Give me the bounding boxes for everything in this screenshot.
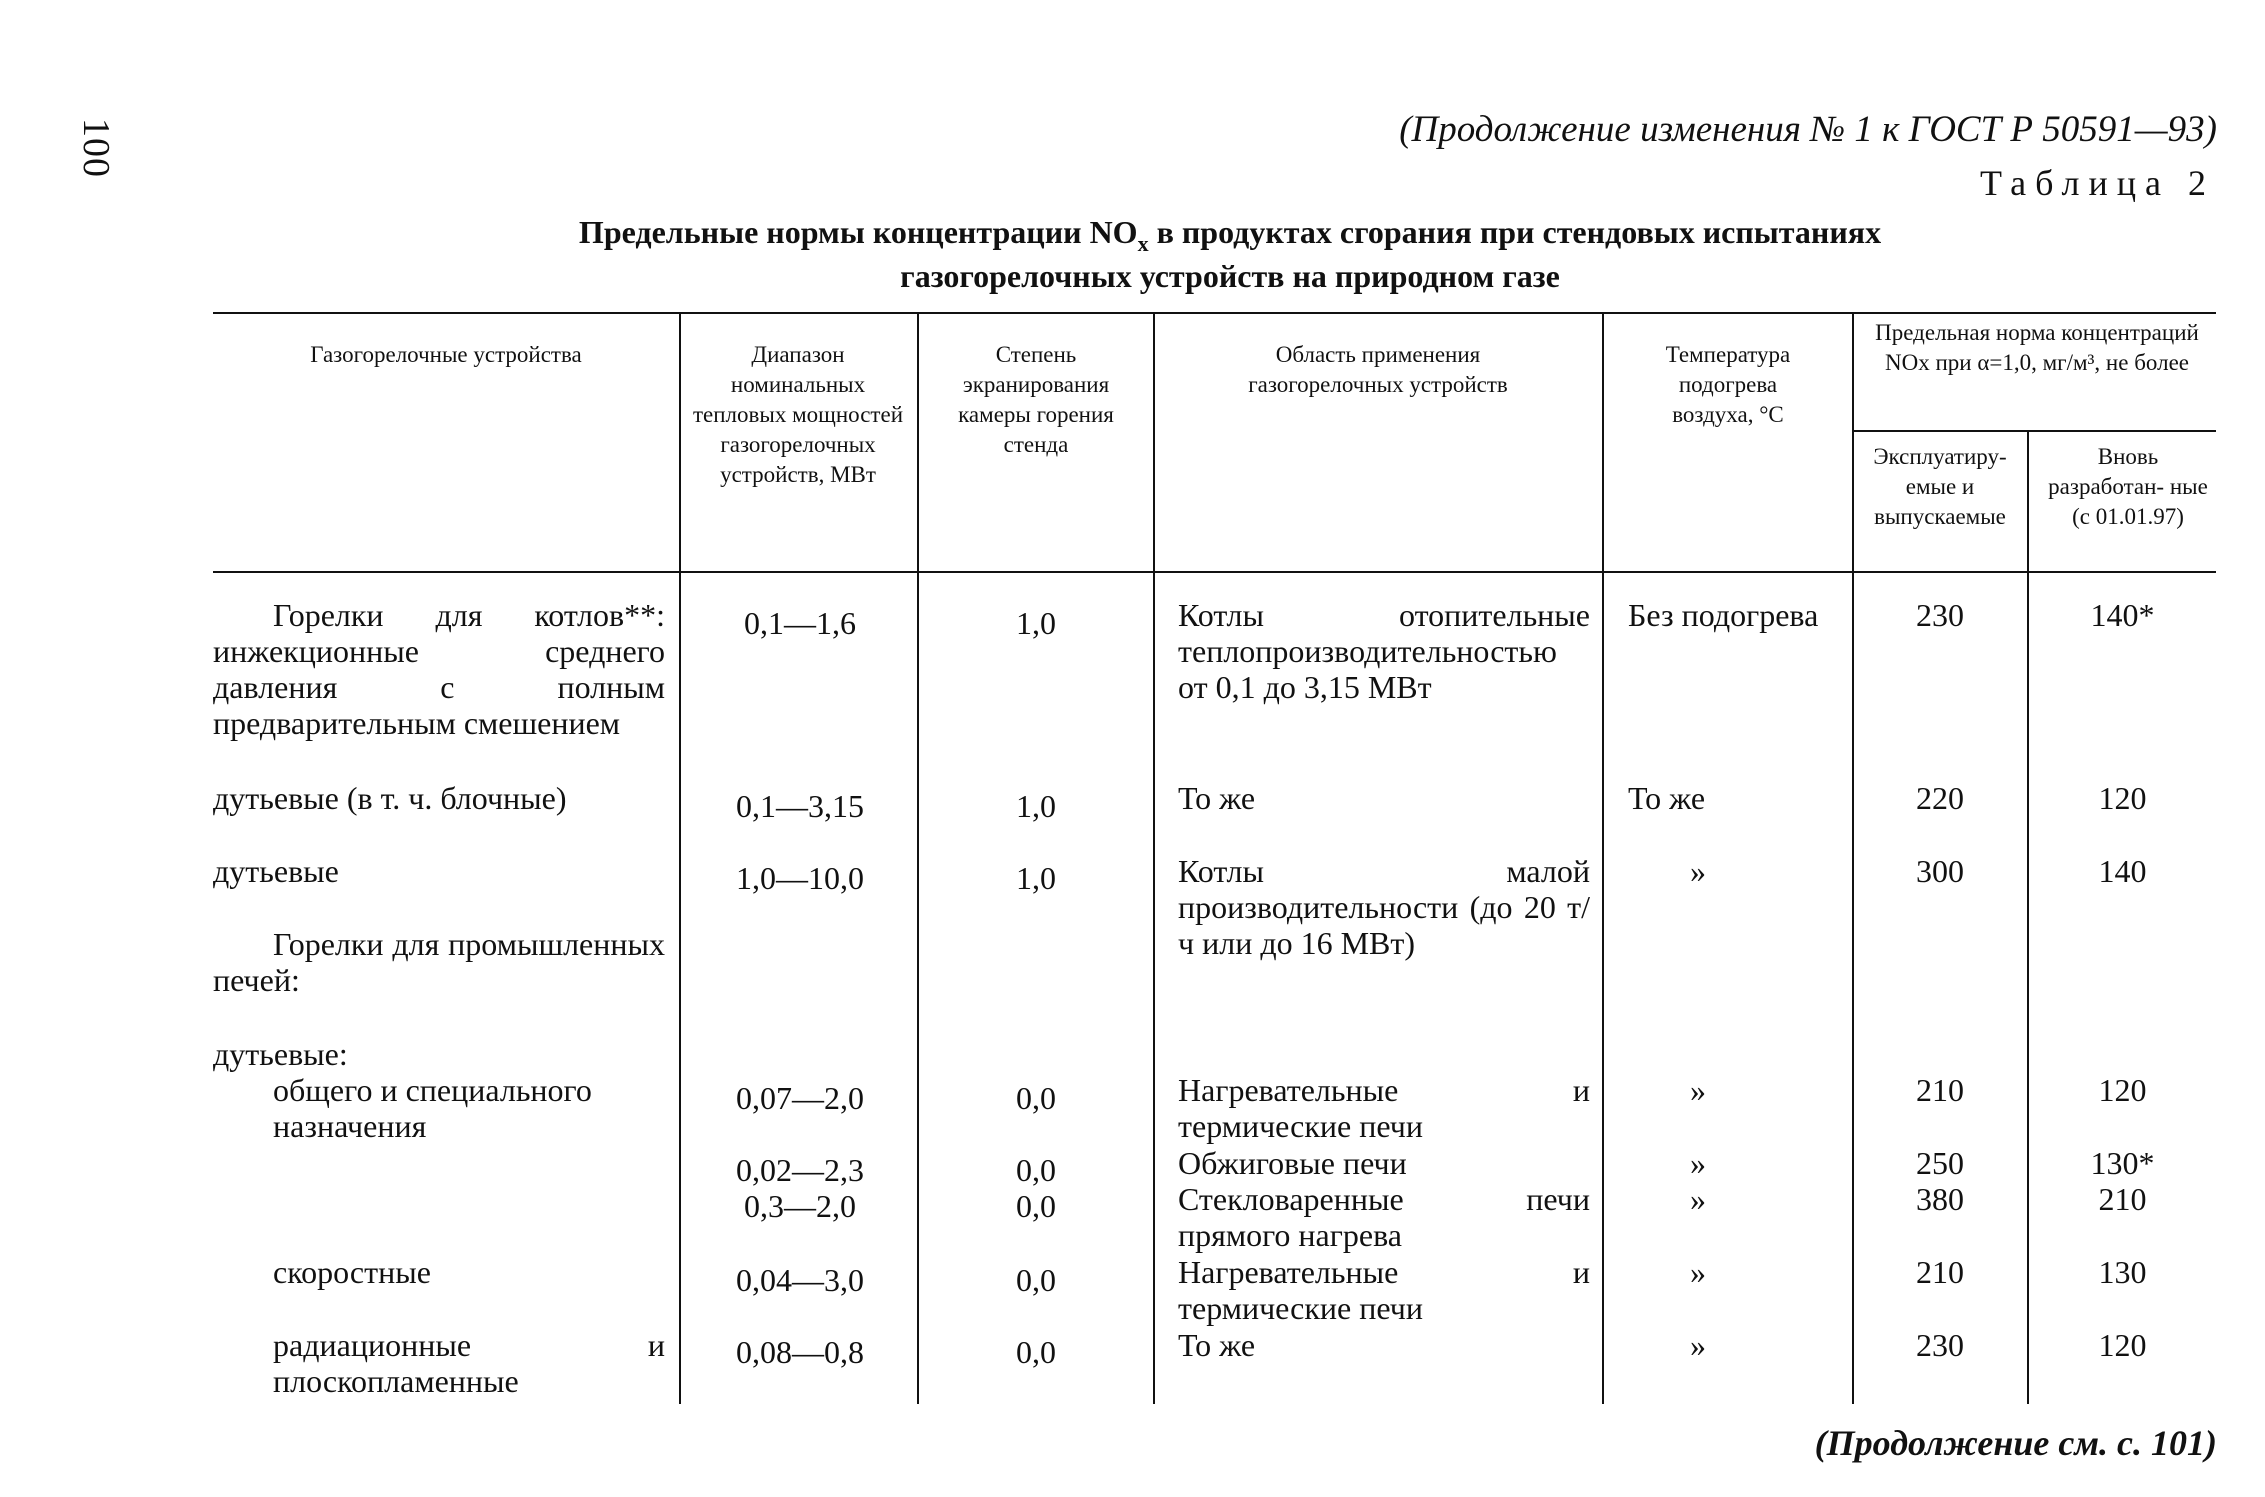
- header-device: Газогорелочные устройства: [310, 342, 582, 367]
- title-subscript: x: [1137, 231, 1149, 256]
- row-7-application: Обжиговые печи: [1178, 1145, 1407, 1181]
- row-8-new: 210: [2098, 1181, 2147, 1217]
- row-1-power: 0,1—1,6: [744, 605, 856, 641]
- row-3-application: Котлы малой производительности (до 20 т/ч или до 16 МВт): [1178, 853, 1590, 961]
- page-number: 100: [75, 118, 117, 178]
- footer-continuation: (Продолжение см. с. 101): [1814, 1423, 2217, 1463]
- row-8-power: 0,3—2,0: [744, 1188, 856, 1224]
- row-2-existing: 220: [1916, 780, 1964, 816]
- limit-group-rule: [1854, 430, 2216, 432]
- row-3-power: 1,0—10,0: [736, 860, 864, 896]
- row-1-device: Горелки для котлов**: инжекционные среднего давления с полным предварительным смешением: [213, 597, 665, 741]
- row-6-application: Нагревательные и термические печи: [1178, 1072, 1590, 1144]
- row-8-existing: 380: [1916, 1181, 1964, 1217]
- row-2-application: То же: [1178, 780, 1256, 816]
- row-8-screening: 0,0: [1016, 1188, 1056, 1224]
- row-1-new: 140*: [2090, 597, 2155, 633]
- row-7-power: 0,02—2,3: [736, 1152, 864, 1188]
- row-7-screening: 0,0: [1016, 1152, 1056, 1188]
- row-10-screening: 0,0: [1016, 1334, 1056, 1370]
- header-limit-group: Предельная норма концентраций NOx при α=1,0, мг/м³, не более: [1875, 320, 2199, 375]
- col-divider-3: [1153, 312, 1155, 1404]
- row-10-application: То же: [1178, 1327, 1256, 1363]
- row-3-air-temp: »: [1690, 853, 1706, 889]
- row-10-air-temp: »: [1690, 1327, 1706, 1363]
- row-1-air-temp: Без подогрева: [1628, 597, 1819, 633]
- row-6-new: 120: [2098, 1072, 2147, 1108]
- row-6-power: 0,07—2,0: [736, 1080, 864, 1116]
- row-3-existing: 300: [1916, 853, 1964, 889]
- header-limit-existing: Эксплуатиру- емые и выпускаемые: [1873, 444, 2007, 529]
- row-7-existing: 250: [1916, 1145, 1964, 1181]
- row-2-screening: 1,0: [1016, 788, 1056, 824]
- header-continuation: (Продолжение изменения № 1 к ГОСТ Р 50591—93): [1399, 109, 2217, 150]
- table-label: Таблица 2: [1980, 163, 2215, 203]
- row-9-air-temp: »: [1690, 1254, 1706, 1290]
- row-8-air-temp: »: [1690, 1181, 1706, 1217]
- title-line-2: газогорелочных устройств на природном газе: [900, 258, 1560, 294]
- row-6-screening: 0,0: [1016, 1080, 1056, 1116]
- row-9-new: 130: [2098, 1254, 2147, 1290]
- col-divider-2: [917, 312, 919, 1404]
- row-7-new: 130*: [2090, 1145, 2155, 1181]
- row-2-air-temp: То же: [1628, 780, 1706, 816]
- title-line-1: [290, 212, 2170, 256]
- row-2-device: дутьевые (в т. ч. блочные): [213, 780, 567, 816]
- row-9-power: 0,04—3,0: [736, 1262, 864, 1298]
- header-bottom-rule: [213, 571, 2216, 573]
- row-3-device: дутьевые: [213, 853, 339, 889]
- row-6-air-temp: »: [1690, 1072, 1706, 1108]
- row-10-existing: 230: [1916, 1327, 1964, 1363]
- row-9-application: Нагревательные и термические печи: [1178, 1254, 1590, 1326]
- header-screening: Степень экранирования камеры горения стенда: [958, 342, 1114, 457]
- row-10-power: 0,08—0,8: [736, 1334, 864, 1370]
- row-2-new: 120: [2098, 780, 2147, 816]
- row-10-device: радиационные и плоскопламенные: [273, 1327, 665, 1399]
- subsection-blower: дутьевые:: [213, 1036, 348, 1072]
- header-air-temp: Температура подогрева воздуха, °С: [1665, 342, 1791, 427]
- row-6-existing: 210: [1916, 1072, 1964, 1108]
- row-8-application: Стекловаренные печи прямого нагрева: [1178, 1181, 1590, 1253]
- row-1-screening: 1,0: [1016, 605, 1056, 641]
- row-2-power: 0,1—3,15: [736, 788, 864, 824]
- row-9-screening: 0,0: [1016, 1262, 1056, 1298]
- row-3-screening: 1,0: [1016, 860, 1056, 896]
- header-power-range: Диапазон номинальных тепловых мощностей газогорелочных устройств, МВт: [692, 342, 904, 487]
- header-application: Область применения газогорелочных устройств: [1248, 342, 1508, 397]
- table-top-rule: [213, 312, 2216, 314]
- row-9-existing: 210: [1916, 1254, 1964, 1290]
- row-1-existing: 230: [1916, 597, 1964, 633]
- title-text-1a: Предельные нормы концентрации NO: [578, 214, 1138, 250]
- table-title: [290, 212, 2170, 297]
- title-text-1b: в продуктах сгорания при стендовых испытаниях: [1148, 214, 1882, 250]
- row-10-new: 120: [2098, 1327, 2147, 1363]
- row-9-device: скоростные: [273, 1254, 431, 1290]
- row-3-new: 140: [2098, 853, 2147, 889]
- row-1-application: Котлы отопительные теплопроизводительностью от 0,1 до 3,15 МВт: [1178, 597, 1590, 705]
- header-limit-new: Вновь разработан- ные (с 01.01.97): [2048, 444, 2208, 529]
- section-furnace-burners: Горелки для промышленных печей:: [213, 926, 665, 998]
- col-divider-1: [679, 312, 681, 1404]
- row-7-air-temp: »: [1690, 1145, 1706, 1181]
- row-6-device: общего и специального назначения: [273, 1072, 592, 1144]
